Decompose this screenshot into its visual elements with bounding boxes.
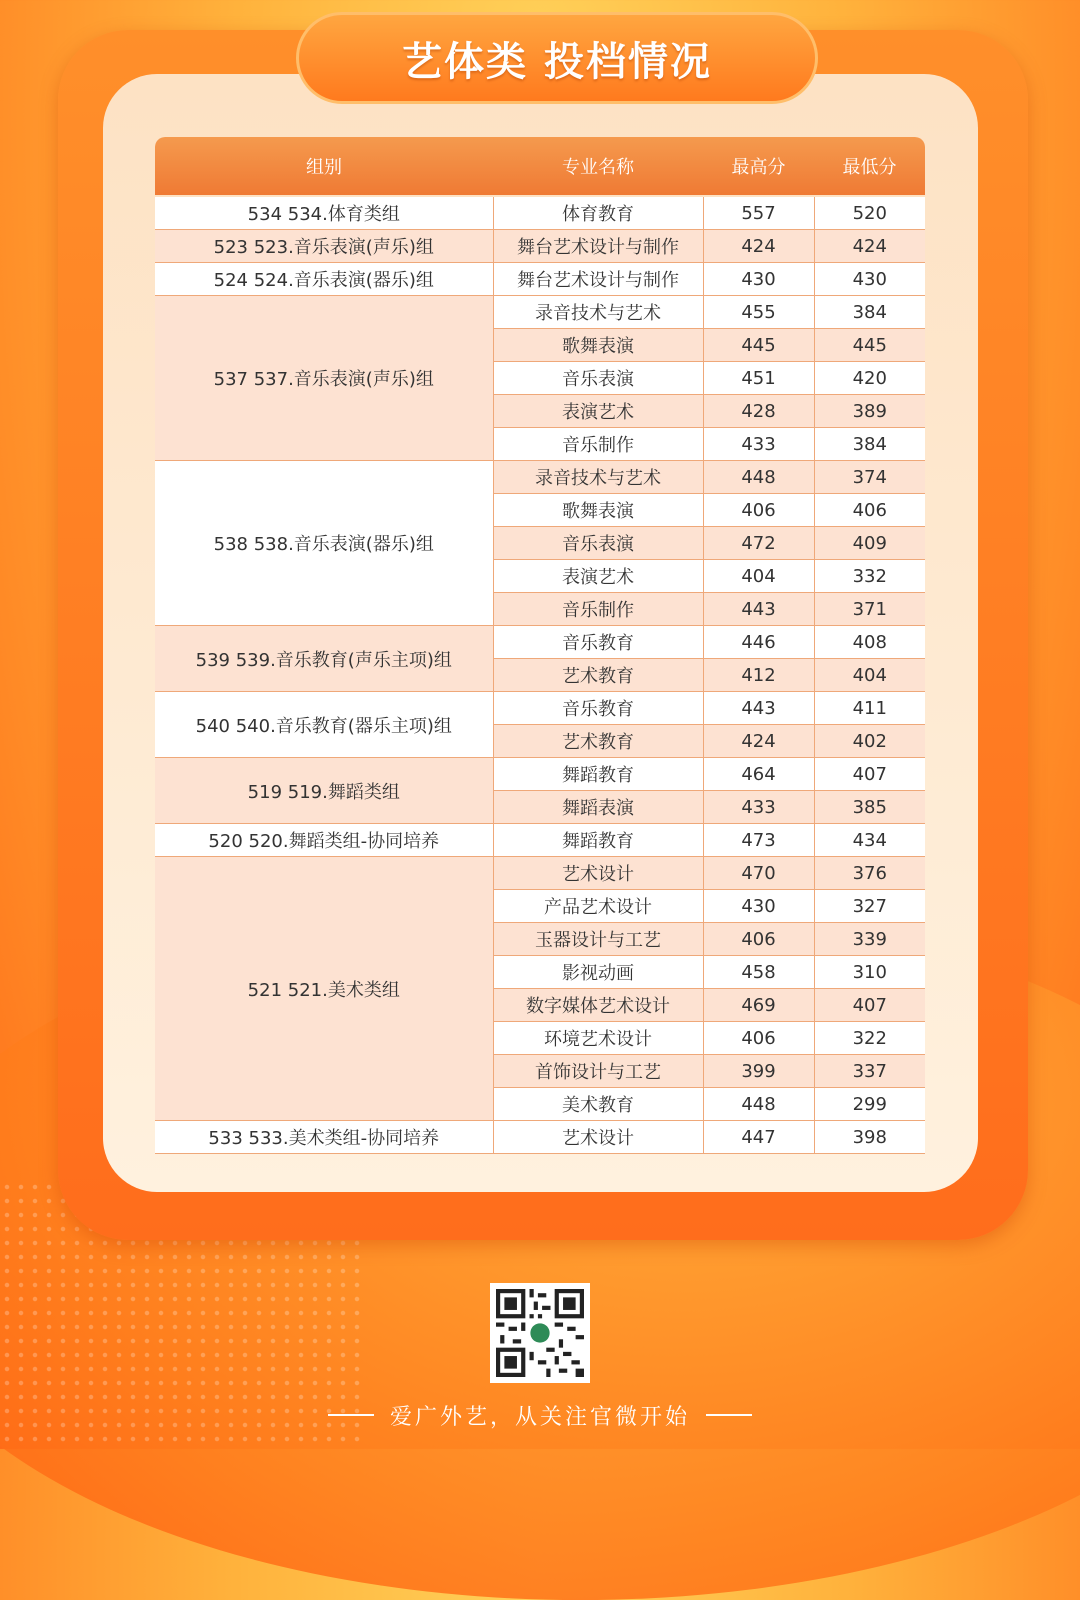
min-score-cell: 434 (814, 824, 925, 857)
major-cell: 舞蹈教育 (493, 824, 703, 857)
group-cell: 519 519.舞蹈类组 (155, 758, 493, 824)
table-row (155, 230, 925, 263)
slogan-text: 爱广外艺，从关注官微开始 (389, 1404, 690, 1430)
major-cell: 艺术设计 (493, 1121, 703, 1154)
max-score-cell: 433 (703, 428, 814, 461)
major-cell: 舞台艺术设计与制作 (493, 263, 703, 296)
min-score-cell: 374 (814, 461, 925, 494)
header-group: 组别 (155, 137, 493, 195)
major-cell: 表演艺术 (493, 560, 703, 593)
score-table (155, 137, 925, 1154)
major-cell: 舞蹈教育 (493, 758, 703, 791)
major-cell: 舞台艺术设计与制作 (493, 230, 703, 263)
min-score-cell: 407 (814, 989, 925, 1022)
table-row (155, 857, 925, 890)
group-cell: 520 520.舞蹈类组-协同培养 (155, 824, 493, 857)
header-max-score: 最高分 (703, 137, 814, 195)
max-score-cell: 412 (703, 659, 814, 692)
min-score-cell: 430 (814, 263, 925, 296)
major-cell: 艺术设计 (493, 857, 703, 890)
max-score-cell: 473 (703, 824, 814, 857)
min-score-cell: 406 (814, 494, 925, 527)
major-cell: 数字媒体艺术设计 (493, 989, 703, 1022)
min-score-cell: 407 (814, 758, 925, 791)
score-table-container (155, 137, 925, 1154)
page-title: 艺体类 投档情况 (296, 12, 818, 104)
max-score-cell: 399 (703, 1055, 814, 1088)
major-cell: 音乐表演 (493, 362, 703, 395)
max-score-cell: 424 (703, 230, 814, 263)
min-score-cell: 384 (814, 428, 925, 461)
min-score-cell: 398 (814, 1121, 925, 1154)
table-row (155, 1121, 925, 1154)
max-score-cell: 404 (703, 560, 814, 593)
min-score-cell: 424 (814, 230, 925, 263)
min-score-cell: 402 (814, 725, 925, 758)
qr-code-graphic (496, 1289, 584, 1377)
major-cell: 体育教育 (493, 197, 703, 230)
major-cell: 音乐制作 (493, 428, 703, 461)
table-row (155, 758, 925, 791)
max-score-cell: 448 (703, 1088, 814, 1121)
table-header-row (155, 137, 925, 195)
major-cell: 产品艺术设计 (493, 890, 703, 923)
table-row (155, 263, 925, 296)
max-score-cell: 469 (703, 989, 814, 1022)
min-score-cell: 520 (814, 197, 925, 230)
header-min-score: 最低分 (814, 137, 925, 195)
table-row (155, 626, 925, 659)
min-score-cell: 389 (814, 395, 925, 428)
min-score-cell: 310 (814, 956, 925, 989)
major-cell: 音乐制作 (493, 593, 703, 626)
major-cell: 首饰设计与工艺 (493, 1055, 703, 1088)
min-score-cell: 376 (814, 857, 925, 890)
max-score-cell: 433 (703, 791, 814, 824)
group-cell: 537 537.音乐表演(声乐)组 (155, 296, 493, 461)
max-score-cell: 557 (703, 197, 814, 230)
table-row (155, 296, 925, 329)
max-score-cell: 406 (703, 923, 814, 956)
divider-left (328, 1414, 374, 1416)
min-score-cell: 408 (814, 626, 925, 659)
divider-right (706, 1414, 752, 1416)
major-cell: 玉器设计与工艺 (493, 923, 703, 956)
min-score-cell: 404 (814, 659, 925, 692)
max-score-cell: 472 (703, 527, 814, 560)
major-cell: 舞蹈表演 (493, 791, 703, 824)
max-score-cell: 447 (703, 1121, 814, 1154)
major-cell: 歌舞表演 (493, 329, 703, 362)
major-cell: 录音技术与艺术 (493, 296, 703, 329)
table-row (155, 197, 925, 230)
min-score-cell: 332 (814, 560, 925, 593)
qr-code-icon (490, 1283, 590, 1383)
min-score-cell: 339 (814, 923, 925, 956)
max-score-cell: 446 (703, 626, 814, 659)
min-score-cell: 420 (814, 362, 925, 395)
qr-logo-icon (530, 1323, 549, 1342)
group-cell: 538 538.音乐表演(器乐)组 (155, 461, 493, 626)
table-row (155, 692, 925, 725)
header-major: 专业名称 (493, 137, 703, 195)
table-row (155, 461, 925, 494)
max-score-cell: 470 (703, 857, 814, 890)
group-cell: 539 539.音乐教育(声乐主项)组 (155, 626, 493, 692)
group-cell: 534 534.体育类组 (155, 197, 493, 230)
min-score-cell: 327 (814, 890, 925, 923)
max-score-cell: 430 (703, 890, 814, 923)
min-score-cell: 384 (814, 296, 925, 329)
max-score-cell: 455 (703, 296, 814, 329)
major-cell: 音乐教育 (493, 626, 703, 659)
major-cell: 影视动画 (493, 956, 703, 989)
min-score-cell: 299 (814, 1088, 925, 1121)
min-score-cell: 409 (814, 527, 925, 560)
major-cell: 录音技术与艺术 (493, 461, 703, 494)
major-cell: 音乐表演 (493, 527, 703, 560)
footer-slogan (0, 1395, 1080, 1435)
min-score-cell: 445 (814, 329, 925, 362)
table-body (155, 197, 925, 1154)
max-score-cell: 430 (703, 263, 814, 296)
max-score-cell: 458 (703, 956, 814, 989)
max-score-cell: 443 (703, 692, 814, 725)
max-score-cell: 464 (703, 758, 814, 791)
max-score-cell: 406 (703, 494, 814, 527)
major-cell: 音乐教育 (493, 692, 703, 725)
min-score-cell: 371 (814, 593, 925, 626)
max-score-cell: 451 (703, 362, 814, 395)
max-score-cell: 448 (703, 461, 814, 494)
min-score-cell: 385 (814, 791, 925, 824)
min-score-cell: 411 (814, 692, 925, 725)
max-score-cell: 428 (703, 395, 814, 428)
group-cell: 524 524.音乐表演(器乐)组 (155, 263, 493, 296)
table-row (155, 824, 925, 857)
major-cell: 美术教育 (493, 1088, 703, 1121)
group-cell: 521 521.美术类组 (155, 857, 493, 1121)
max-score-cell: 443 (703, 593, 814, 626)
major-cell: 表演艺术 (493, 395, 703, 428)
major-cell: 歌舞表演 (493, 494, 703, 527)
group-cell: 523 523.音乐表演(声乐)组 (155, 230, 493, 263)
group-cell: 540 540.音乐教育(器乐主项)组 (155, 692, 493, 758)
max-score-cell: 445 (703, 329, 814, 362)
min-score-cell: 337 (814, 1055, 925, 1088)
min-score-cell: 322 (814, 1022, 925, 1055)
major-cell: 环境艺术设计 (493, 1022, 703, 1055)
group-cell: 533 533.美术类组-协同培养 (155, 1121, 493, 1154)
max-score-cell: 424 (703, 725, 814, 758)
major-cell: 艺术教育 (493, 659, 703, 692)
max-score-cell: 406 (703, 1022, 814, 1055)
major-cell: 艺术教育 (493, 725, 703, 758)
